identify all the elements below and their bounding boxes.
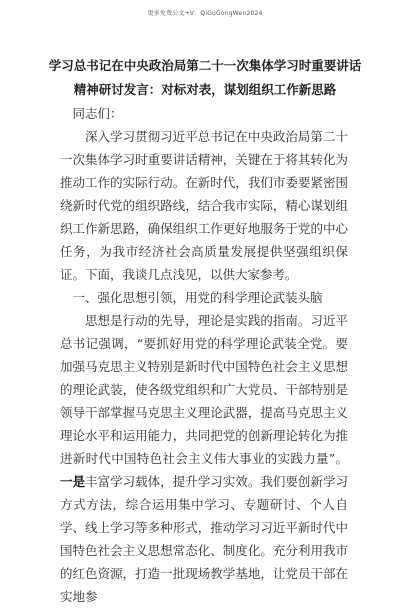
paragraph-section-1-start: 思想是行动的先导，理论是实践的指南。习近平总书记强调，“要抓好用党的科学理论武装全党。要加强马克思主义特别是新时代中国特色社会主义思想的理论武装，使各级党组织和广大党员、干部特别是领导干部掌握马克思主义理论武器，提高马克思主义理论水平和运用能力，共同把党的创新理论转化为推进新时代中国特色社会主义伟大事业的实践力量”。 [60, 313, 348, 466]
section-heading-1: 一、强化思想引领，用党的科学理论武装头脑 [72, 290, 323, 305]
salutation: 同志们： [72, 106, 123, 121]
document-title-line-1: 学习总书记在中央政治局第二十一次集体学习时重要讲话 [48, 58, 362, 73]
document-body [60, 102, 348, 608]
header-note: 更多免费公文+V：QiGuGongWen2024 [147, 10, 263, 17]
document-title-line-2: 精神研讨发言：对标对表，谋划组织工作新思路 [73, 82, 337, 97]
paragraph-section-1-rest: 丰富学习载体，提升学习实效。我们要创新学习方式方法，综合运用集中学习、专题研讨、个人自学、线上学习等多种形式，推动学习习近平新时代中国特色社会主义思想常态化、制度化。充分利用我市的红色资源，打造一批现场教学基地，让党员干部在实地参 [60, 474, 348, 604]
emphasis-yi-shi: 一是 [60, 474, 86, 489]
paragraph-intro: 深入学习贯彻习近平总书记在中央政治局第二十一次集体学习时重要讲话精神，关键在于将其转化为推动工作的实际行动。在新时代，我们市委要紧密围绕新时代党的组织路线，结合我市实际，精心谋划组织工作新思路，确保组织工作更好地服务于党的中心任务，为我市经济社会高质量发展提供坚强组织保证。下面，我谈几点浅见，以供大家参考。 [60, 129, 348, 282]
paragraph-section-1 [60, 309, 348, 608]
